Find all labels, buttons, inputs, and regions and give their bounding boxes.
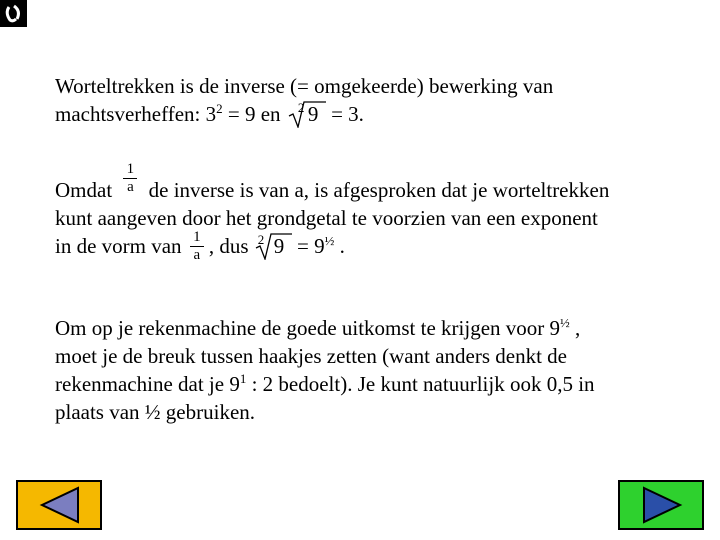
p1-root-index: 2 (297, 100, 305, 115)
p2-fraction-2-denominator: a (193, 247, 201, 263)
p2-line3-d: . (334, 234, 345, 258)
radical-sign-icon (254, 232, 292, 260)
p2-root (254, 232, 292, 260)
previous-slide-button[interactable] (16, 480, 102, 530)
p2-omdat: Omdat (55, 178, 113, 202)
p2-line1-rest: de inverse is van a, is afgesproken dat je worteltrekken (148, 178, 610, 202)
p2-root-radicand: 9 (273, 234, 285, 258)
p2-line3-c: = 9 (291, 234, 325, 258)
p2-line2: kunt aangeven door het grondgetal te voorzien van een exponent (55, 206, 598, 230)
p3-line1-b: , (569, 316, 581, 340)
radical-sign-icon (286, 100, 326, 128)
p2-fraction-numerator: 1 (126, 161, 135, 177)
p1-exponent: 2 (216, 101, 223, 116)
p3-exponent-half: ½ (560, 315, 570, 330)
p1-root (286, 100, 326, 128)
p1-line2-b: = 9 en (222, 102, 281, 126)
p2-exponent-half: ½ (324, 233, 335, 248)
paragraph-2 (55, 161, 610, 263)
p2-fraction-denominator: a (127, 179, 134, 195)
p2-root-index: 2 (257, 232, 265, 247)
p3-line3-a: rekenmachine dat je 9 (55, 372, 240, 396)
p3-line4: plaats van ½ gebruiken. (55, 400, 256, 424)
logo-icon (0, 0, 27, 27)
p3-line3-b: : 2 bedoelt). Je kunt natuurlijk ook 0,5 in (246, 372, 595, 396)
next-slide-button[interactable] (618, 480, 704, 530)
triangle-right-icon (620, 482, 702, 528)
paragraph-3 (55, 314, 595, 426)
p2-fraction (117, 161, 143, 204)
p1-root-radicand: 9 (307, 102, 319, 126)
p2-line3-a: in de vorm van (55, 234, 182, 258)
p3-exponent-one: 1 (239, 371, 247, 386)
p3-line2: moet je de breuk tussen haakjes zetten (want anders denkt de (55, 344, 567, 368)
p2-line3-b: , dus (208, 234, 249, 258)
p1-line2-c: = 3. (325, 102, 364, 126)
p2-fraction-2 (187, 229, 209, 263)
triangle-left-icon (18, 482, 100, 528)
paragraph-1 (55, 72, 553, 128)
p1-line1: Worteltrekken is de inverse (= omgekeerde) bewerking van (55, 74, 554, 98)
p3-line1-a: Om op je rekenmachine de goede uitkomst te krijgen voor 9 (55, 316, 561, 340)
p1-line2-a: machtsverheffen: 3 (55, 102, 217, 126)
p2-fraction-2-numerator: 1 (193, 229, 201, 245)
